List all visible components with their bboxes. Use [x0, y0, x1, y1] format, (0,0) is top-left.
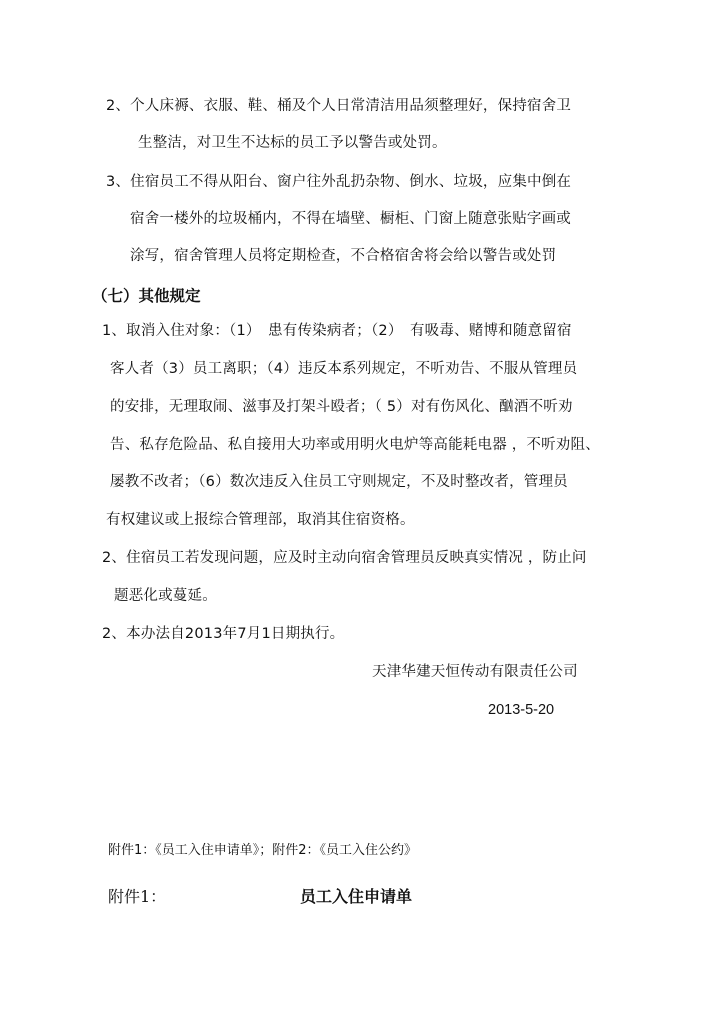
- paragraph-line: 1、取消入住对象：（1） 患有传染病者；（2） 有吸毒、赌博和随意留宿: [102, 323, 572, 339]
- paragraph-line: 生整洁，对卫生不达标的员工予以警告或处罚。: [138, 135, 447, 151]
- paragraph-line: 涂写，宿舍管理人员将定期检查，不合格宿舍将会给以警告或处罚: [130, 248, 557, 264]
- company-signature: 天津华建天恒传动有限责任公司: [372, 664, 578, 680]
- attachment-list: 附件1：《员工入住申请单》；附件2：《员工入住公约》: [108, 843, 418, 858]
- paragraph-line: 有权建议或上报综合管理部，取消其住宿资格。: [106, 512, 415, 528]
- paragraph-line: 3、住宿员工不得从阳台、窗户往外乱扔杂物、倒水、垃圾，应集中倒在: [106, 174, 572, 190]
- paragraph-line: 2、个人床褥、衣服、鞋、桶及个人日常清洁用品须整理好，保持宿舍卫: [106, 98, 572, 114]
- attachment-title: 员工入住申请单: [300, 887, 413, 906]
- attachment-label: 附件1：: [108, 887, 167, 906]
- section-heading: （七）其他规定: [92, 287, 201, 305]
- paragraph-line: 2、住宿员工若发现问题，应及时主动向宿舍管理员反映真实情况 ，防止问: [102, 550, 587, 566]
- paragraph-line: 客人者（3）员工离职；（4）违反本系列规定，不听劝告、不服从管理员: [110, 361, 578, 377]
- paragraph-line: 屡教不改者；（6）数次违反入住员工守则规定，不及时整改者，管理员: [110, 474, 568, 490]
- paragraph-line: 宿舍一楼外的垃圾桶内，不得在墙壁、橱柜、门窗上随意张贴字画或: [130, 211, 571, 227]
- paragraph-line: 告、私存危险品、私自接用大功率或用明火电炉等高能耗电器 ，不听劝阻、: [110, 437, 600, 453]
- paragraph-line: 题恶化或蔓延。: [114, 588, 217, 604]
- paragraph-line: 的安排，无理取闹、滋事及打架斗殴者；（ 5）对有伤风化、酗酒不听劝: [110, 399, 573, 415]
- signature-date: 2013-5-20: [488, 702, 555, 718]
- paragraph-line: 2、本办法自2013年7月1日期执行。: [102, 626, 345, 642]
